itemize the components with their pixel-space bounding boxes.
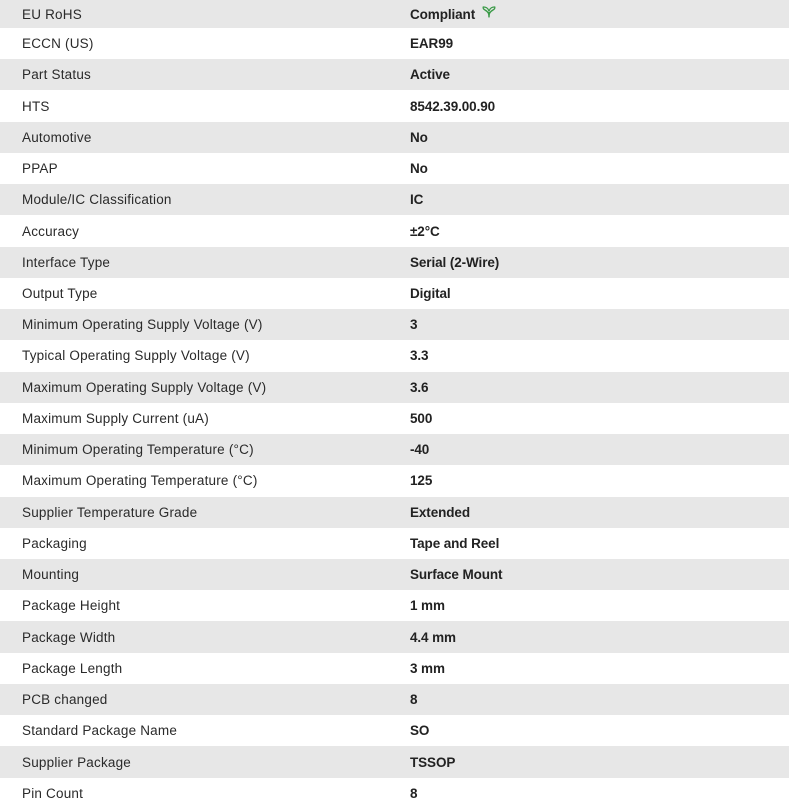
table-row [0,153,789,184]
spec-value [410,0,789,28]
leaf-icon [482,6,496,21]
spec-value: 3.3 [410,340,789,371]
table-row [0,28,789,59]
spec-label: Maximum Supply Current (uA) [0,403,410,434]
spec-value: No [410,122,789,153]
table-row [0,59,789,90]
spec-value: 3.6 [410,372,789,403]
spec-value: Active [410,59,789,90]
table-row [0,434,789,465]
table-row [0,90,789,121]
spec-label: Module/IC Classification [0,184,410,215]
table-row [0,122,789,153]
spec-label: PCB changed [0,684,410,715]
table-row [0,465,789,496]
spec-value: 8 [410,778,789,809]
spec-value: EAR99 [410,28,789,59]
spec-value: IC [410,184,789,215]
spec-label: ECCN (US) [0,28,410,59]
table-row [0,497,789,528]
spec-value-text: Compliant [410,6,476,22]
spec-label: Minimum Operating Supply Voltage (V) [0,309,410,340]
table-row [0,215,789,246]
spec-value: Digital [410,278,789,309]
spec-value: 8 [410,684,789,715]
spec-label: Typical Operating Supply Voltage (V) [0,340,410,371]
spec-value: 4.4 mm [410,621,789,652]
spec-value: Serial (2-Wire) [410,247,789,278]
spec-label: Package Width [0,621,410,652]
spec-label: Automotive [0,122,410,153]
spec-value: -40 [410,434,789,465]
spec-value: Surface Mount [410,559,789,590]
spec-value: ±2°C [410,215,789,246]
table-row [0,340,789,371]
spec-label: Package Height [0,590,410,621]
spec-value: 500 [410,403,789,434]
table-row [0,778,789,809]
spec-label: Mounting [0,559,410,590]
spec-label: Part Status [0,59,410,90]
spec-value: 1 mm [410,590,789,621]
spec-value: Extended [410,497,789,528]
spec-label: EU RoHS [0,0,410,28]
table-row [0,653,789,684]
spec-label: Maximum Operating Temperature (°C) [0,465,410,496]
spec-label: Supplier Temperature Grade [0,497,410,528]
table-row [0,184,789,215]
spec-label: Standard Package Name [0,715,410,746]
table-row [0,278,789,309]
spec-value: 3 mm [410,653,789,684]
table-row [0,621,789,652]
table-row [0,746,789,777]
spec-value: Tape and Reel [410,528,789,559]
spec-value: No [410,153,789,184]
spec-label: HTS [0,90,410,121]
spec-label: Maximum Operating Supply Voltage (V) [0,372,410,403]
table-row [0,0,789,28]
spec-label: Interface Type [0,247,410,278]
spec-value: 3 [410,309,789,340]
table-row [0,247,789,278]
spec-label: PPAP [0,153,410,184]
spec-label: Minimum Operating Temperature (°C) [0,434,410,465]
table-row [0,403,789,434]
table-row [0,715,789,746]
spec-value: SO [410,715,789,746]
table-row [0,684,789,715]
table-row [0,528,789,559]
table-row [0,559,789,590]
spec-value: 125 [410,465,789,496]
spec-label: Accuracy [0,215,410,246]
table-row [0,372,789,403]
table-row [0,590,789,621]
spec-label: Supplier Package [0,746,410,777]
table-row [0,309,789,340]
spec-value: TSSOP [410,746,789,777]
spec-label: Output Type [0,278,410,309]
spec-label: Packaging [0,528,410,559]
spec-label: Pin Count [0,778,410,809]
spec-value: 8542.39.00.90 [410,90,789,121]
spec-label: Package Length [0,653,410,684]
